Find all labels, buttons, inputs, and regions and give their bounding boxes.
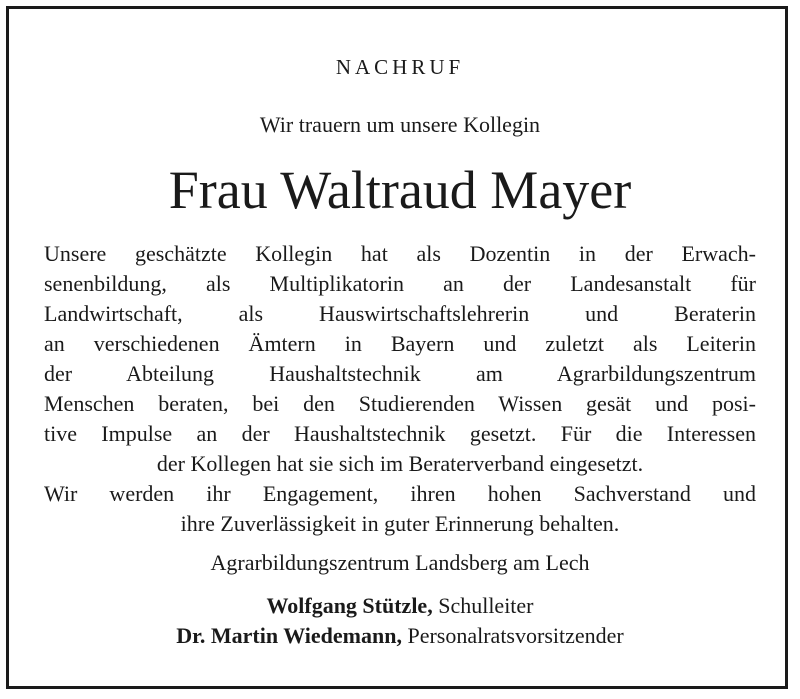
body-line: an verschiedenen Ämtern in Bayern und zuletzt als Leiterin [44, 331, 756, 356]
signer-name: Wolfgang Stützle, [266, 593, 433, 618]
deceased-name: Frau Waltraud Mayer [168, 160, 632, 220]
signer-role: Personalratsvorsitzender [407, 623, 624, 648]
notice-heading: NACHRUF [335, 55, 465, 79]
signer-staff-council [0, 621, 800, 651]
body-line: ihre Zuverlässigkeit in guter Erinnerung behalten. [180, 511, 620, 536]
signers-block [0, 591, 800, 651]
notice-body [44, 239, 756, 539]
body-line: senenbildung, als Multiplikatorin an der Landesanstalt für [44, 271, 756, 296]
signer-principal [0, 591, 800, 621]
body-line: der Abteilung Haushaltstechnik am Agrarbildungszentrum [44, 361, 756, 386]
body-line: tive Impulse an der Haushaltstechnik gesetzt. Für die Interessen [44, 421, 756, 446]
body-line: Unsere geschätzte Kollegin hat als Dozentin in der Erwach- [44, 241, 756, 266]
body-line: der Kollegen hat sie sich im Beraterverband eingesetzt. [156, 451, 644, 476]
signer-name: Dr. Martin Wiedemann, [176, 623, 402, 648]
body-line: Landwirtschaft, als Hauswirtschaftslehrerin und Beraterin [44, 301, 756, 326]
signer-role: Schulleiter [438, 593, 534, 618]
body-line: Menschen beraten, bei den Studierenden Wissen gesät und posi- [44, 391, 756, 416]
intro-text: Wir trauern um unsere Kollegin [259, 112, 541, 137]
organization-name: Agrarbildungszentrum Landsberg am Lech [210, 550, 590, 575]
body-line: Wir werden ihr Engagement, ihren hohen Sachverstand und [44, 481, 756, 506]
